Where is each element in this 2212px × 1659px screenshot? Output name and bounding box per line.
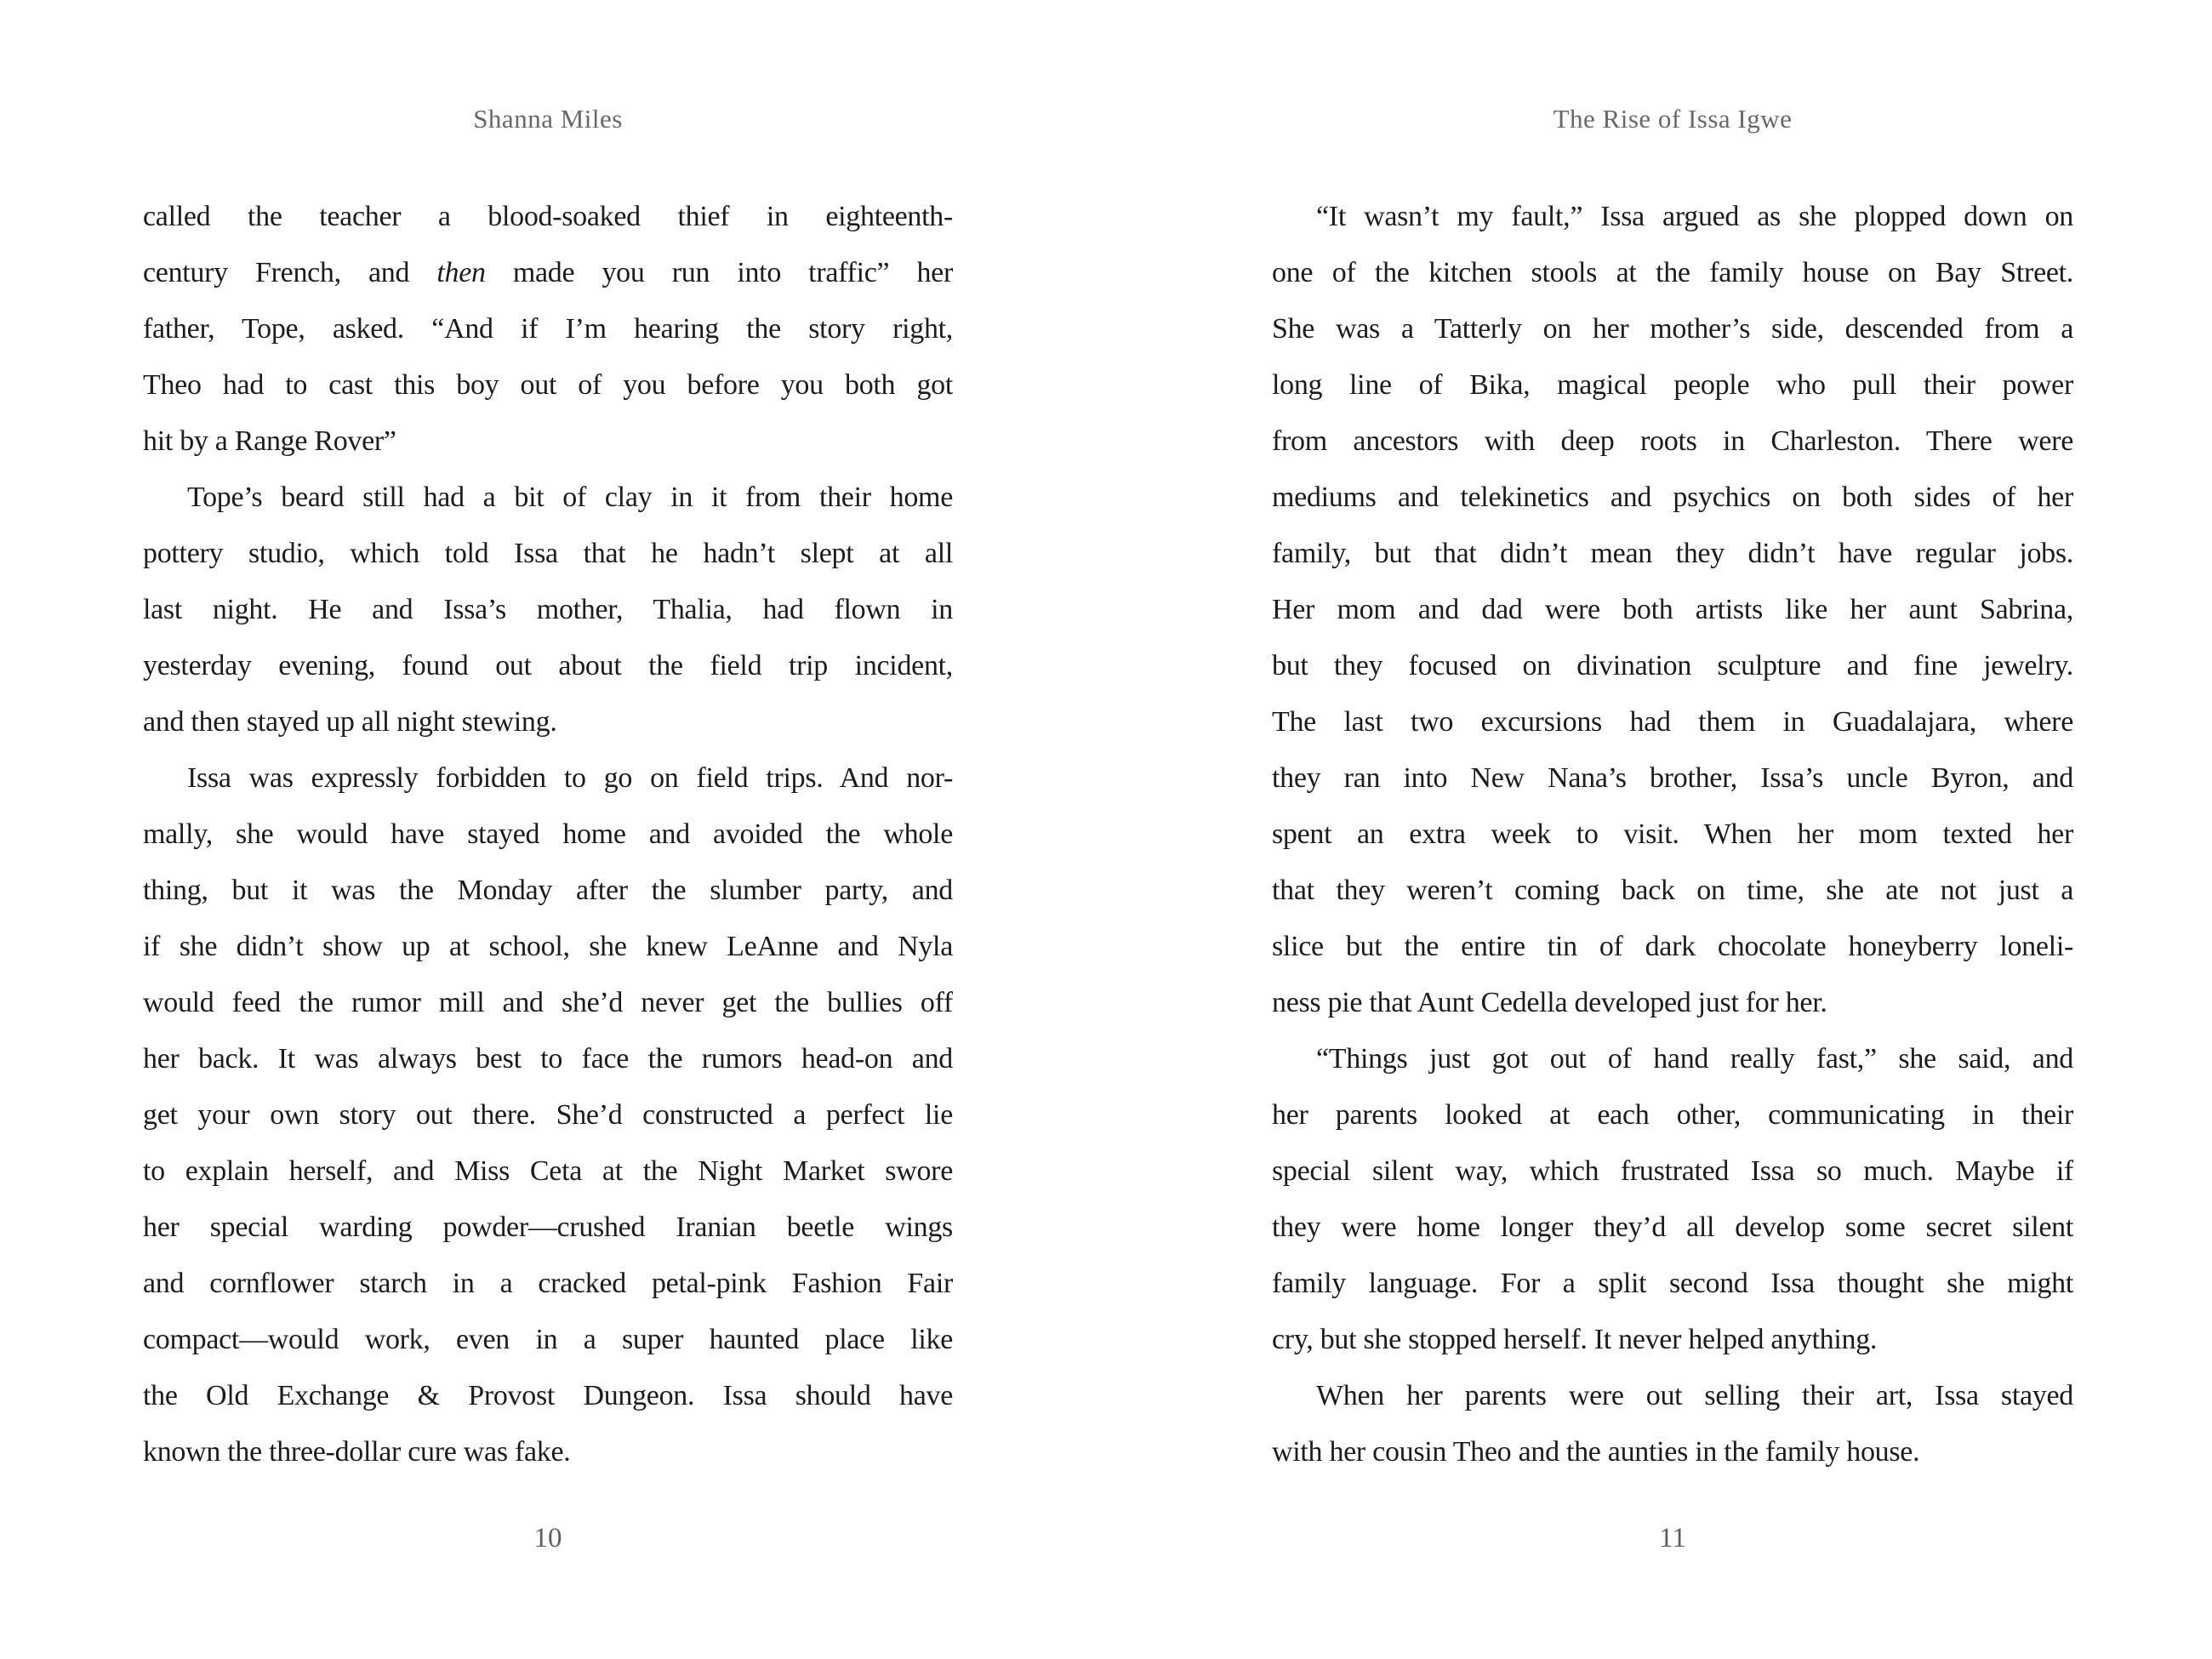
text-line: “Things just got out of hand really fast,” she said, and bbox=[1316, 1043, 2073, 1075]
text-line: pottery studio, which told Issa that he hadn’t slept at all bbox=[143, 538, 953, 569]
text-line: to explain herself, and Miss Ceta at the Night Market swore bbox=[143, 1155, 953, 1187]
text-line: Issa was expressly forbidden to go on field trips. And nor- bbox=[187, 762, 953, 794]
text-line: called the teacher a blood-soaked thief in eighteenth- bbox=[143, 201, 953, 232]
text-line: slice but the entire tin of dark chocolate honeyberry loneli- bbox=[1272, 931, 2073, 962]
italic-text: then bbox=[436, 257, 486, 288]
text-line: mally, she would have stayed home and avoided the whole bbox=[143, 818, 953, 850]
text-line: last night. He and Issa’s mother, Thalia, had flown in bbox=[143, 594, 953, 625]
text-line: thing, but it was the Monday after the slumber party, and bbox=[143, 875, 953, 906]
text-line: her special warding powder—crushed Iranian beetle wings bbox=[143, 1211, 953, 1243]
text-line: and cornflower starch in a cracked petal-pink Fashion Fair bbox=[143, 1268, 953, 1299]
text-line: the Old Exchange & Provost Dungeon. Issa should have bbox=[143, 1380, 953, 1411]
text-line: her parents looked at each other, communicating in their bbox=[1272, 1099, 2073, 1131]
text-line: her back. It was always best to face the rumors head-on and bbox=[143, 1043, 953, 1075]
text-line: and then stayed up all night stewing. bbox=[143, 706, 557, 738]
text-line: She was a Tatterly on her mother’s side, descended from a bbox=[1272, 313, 2073, 345]
text-line: if she didn’t show up at school, she knew LeAnne and Nyla bbox=[143, 931, 953, 962]
text-line: “It wasn’t my fault,” Issa argued as she plopped down on bbox=[1316, 201, 2073, 232]
running-header-book-title: The Rise of Issa Igwe bbox=[1553, 104, 1793, 134]
text-line: hit by a Range Rover” bbox=[143, 425, 396, 457]
text-line: compact—would work, even in a super haunted place like bbox=[143, 1324, 953, 1355]
text-line: Tope’s beard still had a bit of clay in it from their home bbox=[187, 482, 953, 513]
text-line: spent an extra week to visit. When her mom texted her bbox=[1272, 818, 2073, 850]
text-line: mediums and telekinetics and psychics on both sides of her bbox=[1272, 482, 2073, 513]
text-line: family, but that didn’t mean they didn’t have regular jobs. bbox=[1272, 538, 2073, 569]
page-number-left: 10 bbox=[533, 1523, 562, 1554]
text-line: with her cousin Theo and the aunties in the family house. bbox=[1272, 1436, 1920, 1468]
text-line: century French, and then made you run into traffic” her bbox=[143, 257, 953, 288]
text-line: long line of Bika, magical people who pull their power bbox=[1272, 369, 2073, 401]
page-right-text-block bbox=[1272, 189, 2073, 1480]
text-line: that they weren’t coming back on time, she ate not just a bbox=[1272, 875, 2073, 906]
page-left-text-block bbox=[143, 189, 953, 1480]
text-line: When her parents were out selling their art, Issa stayed bbox=[1316, 1380, 2073, 1411]
text-line: they were home longer they’d all develop some secret silent bbox=[1272, 1211, 2073, 1243]
text-line: ness pie that Aunt Cedella developed just for her. bbox=[1272, 987, 1827, 1018]
text-line: would feed the rumor mill and she’d never get the bullies off bbox=[143, 987, 953, 1018]
text-line: but they focused on divination sculpture and fine jewelry. bbox=[1272, 650, 2073, 681]
text-line: special silent way, which frustrated Issa so much. Maybe if bbox=[1272, 1155, 2073, 1187]
text-line: known the three-dollar cure was fake. bbox=[143, 1436, 571, 1468]
text-line: cry, but she stopped herself. It never helped anything. bbox=[1272, 1324, 1878, 1355]
text-line: from ancestors with deep roots in Charleston. There were bbox=[1272, 425, 2073, 457]
page-number-right: 11 bbox=[1659, 1523, 1686, 1554]
text-line: get your own story out there. She’d constructed a perfect lie bbox=[143, 1099, 953, 1131]
text-line: The last two excursions had them in Guadalajara, where bbox=[1272, 706, 2073, 738]
text-line: father, Tope, asked. “And if I’m hearing the story right, bbox=[143, 313, 953, 345]
text-line: family language. For a split second Issa thought she might bbox=[1272, 1268, 2073, 1299]
text-line: yesterday evening, found out about the field trip incident, bbox=[143, 650, 953, 681]
text-line: Theo had to cast this boy out of you before you both got bbox=[143, 369, 953, 401]
text-line: they ran into New Nana’s brother, Issa’s uncle Byron, and bbox=[1272, 762, 2073, 794]
text-line: Her mom and dad were both artists like her aunt Sabrina, bbox=[1272, 594, 2073, 625]
running-header-author: Shanna Miles bbox=[473, 104, 623, 134]
text-line: one of the kitchen stools at the family house on Bay Street. bbox=[1272, 257, 2073, 288]
